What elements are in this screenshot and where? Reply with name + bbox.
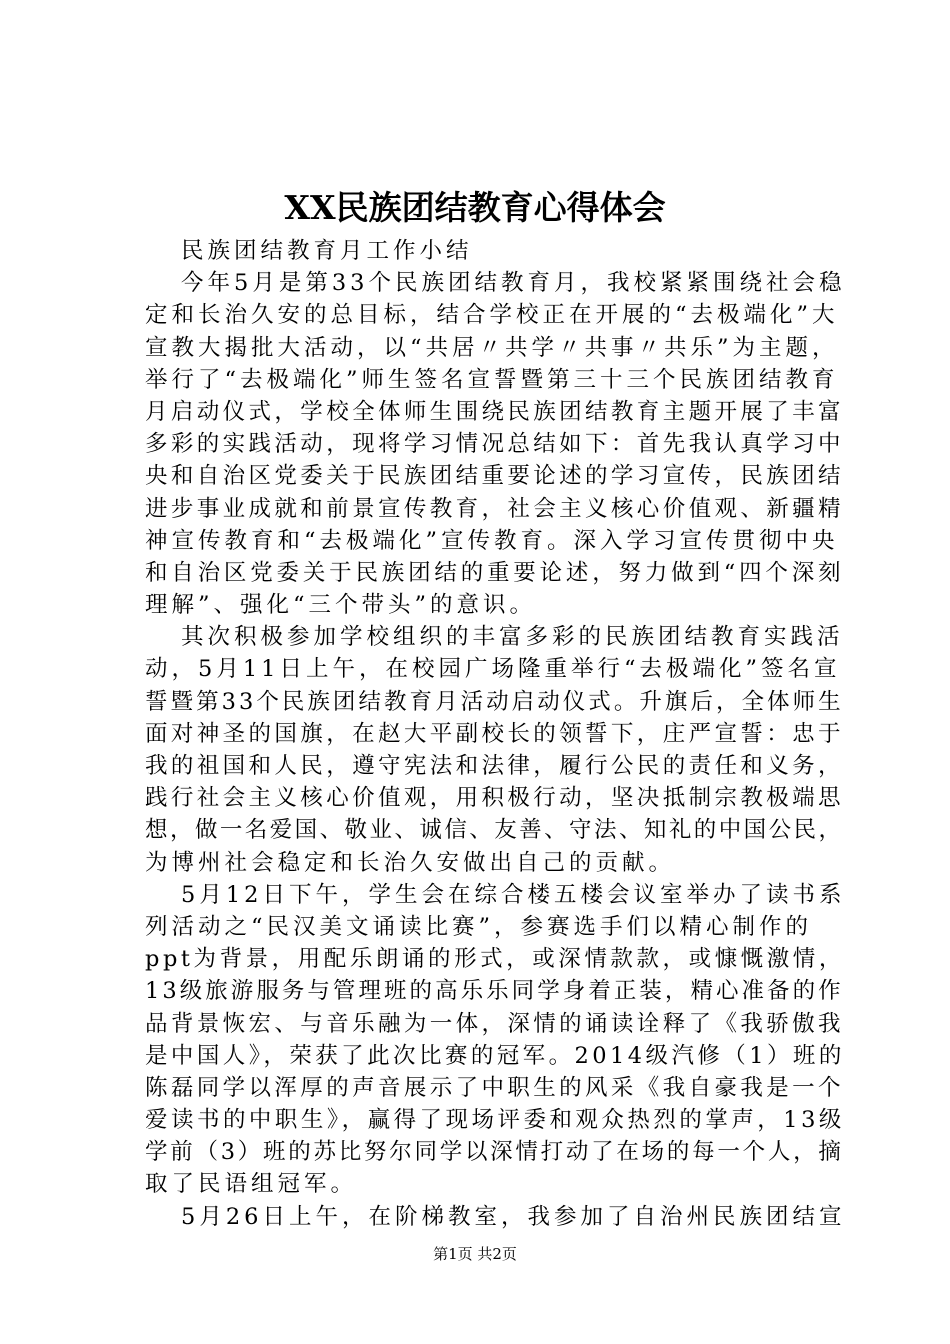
body-line: 13级旅游服务与管理班的高乐乐同学身着正装，精心准备的作 [145, 978, 844, 1005]
body-line: 其次积极参加学校组织的丰富多彩的民族团结教育实践活 [181, 624, 844, 651]
body-line: 举行了“去极端化”师生签名宣誓暨第三十三个民族团结教育 [145, 366, 839, 393]
body-line: 多彩的实践活动，现将学习情况总结如下：首先我认真学习中 [145, 431, 844, 458]
body-line: 学前（3）班的苏比努尔同学以深情打动了在场的每一个人，摘 [145, 1139, 844, 1166]
body-line: 誓暨第33个民族团结教育月活动启动仪式。升旗后，全体师生 [145, 688, 844, 715]
body-line: 品背景恢宏、与音乐融为一体，深情的诵读诠释了《我骄傲我 [145, 1010, 844, 1037]
body-line: 和自治区党委关于民族团结的重要论述，努力做到“四个深刻 [145, 559, 845, 586]
body-line: 5月12日下午，学生会在综合楼五楼会议室举办了读书系 [181, 881, 846, 908]
document-title: XX民族团结教育心得体会 [284, 188, 666, 227]
body-line: 陈磊同学以浑厚的声音展示了中职生的风采《我自豪我是一个 [145, 1074, 844, 1101]
body-line: 想，做一名爱国、敬业、诚信、友善、守法、知礼的中国公民， [145, 817, 844, 844]
body-line: 践行社会主义核心价值观，用积极行动，坚决抵制宗教极端思 [145, 785, 844, 812]
document-body [145, 235, 846, 1233]
body-line: 央和自治区党委关于民族团结重要论述的学习宣传，民族团结 [145, 463, 844, 490]
body-line: 理解”、强化“三个带头”的意识。 [145, 592, 537, 619]
body-line: 宣教大揭批大活动，以“共居〃共学〃共事〃共乐”为主题， [145, 334, 839, 361]
body-line: 是中国人》，荣获了此次比赛的冠军。2014级汽修（1）班的 [145, 1042, 845, 1069]
body-line: 取了民语组冠军。 [145, 1171, 358, 1198]
body-line: 动，5月11日上午，在校园广场隆重举行“去极端化”签名宣 [145, 656, 841, 683]
body-line: ppt为背景，用配乐朗诵的形式，或深情款款，或慷慨激情， [145, 946, 845, 973]
body-line: 为博州社会稳定和长治久安做出自己的贡献。 [145, 849, 676, 876]
body-line: 今年5月是第33个民族团结教育月，我校紧紧围绕社会稳 [181, 270, 846, 297]
body-line: 月启动仪式，学校全体师生围绕民族团结教育主题开展了丰富 [145, 398, 844, 425]
body-line: 列活动之“民汉美文诵读比赛”，参赛选手们以精心制作的 [145, 913, 813, 940]
body-line: 进步事业成就和前景宣传教育，社会主义核心价值观、新疆精 [145, 495, 844, 522]
body-line: 民族团结教育月工作小结 [181, 238, 473, 264]
body-line: 神宣传教育和“去极端化”宣传教育。深入学习宣传贯彻中央 [145, 527, 839, 554]
body-line: 面对神圣的国旗，在赵大平副校长的领誓下，庄严宣誓：忠于 [145, 720, 844, 747]
page-footer: 第1页 共2页 [433, 1245, 517, 1263]
body-line: 定和长治久安的总目标，结合学校正在开展的“去极端化”大 [145, 302, 839, 329]
body-line: 爱读书的中职生》，赢得了现场评委和观众热烈的掌声，13级 [145, 1107, 845, 1134]
body-line: 我的祖国和人民，遵守宪法和法律，履行公民的责任和义务， [145, 753, 844, 779]
body-line: 5月26日上午，在阶梯教室，我参加了自治州民族团结宣 [181, 1203, 846, 1230]
